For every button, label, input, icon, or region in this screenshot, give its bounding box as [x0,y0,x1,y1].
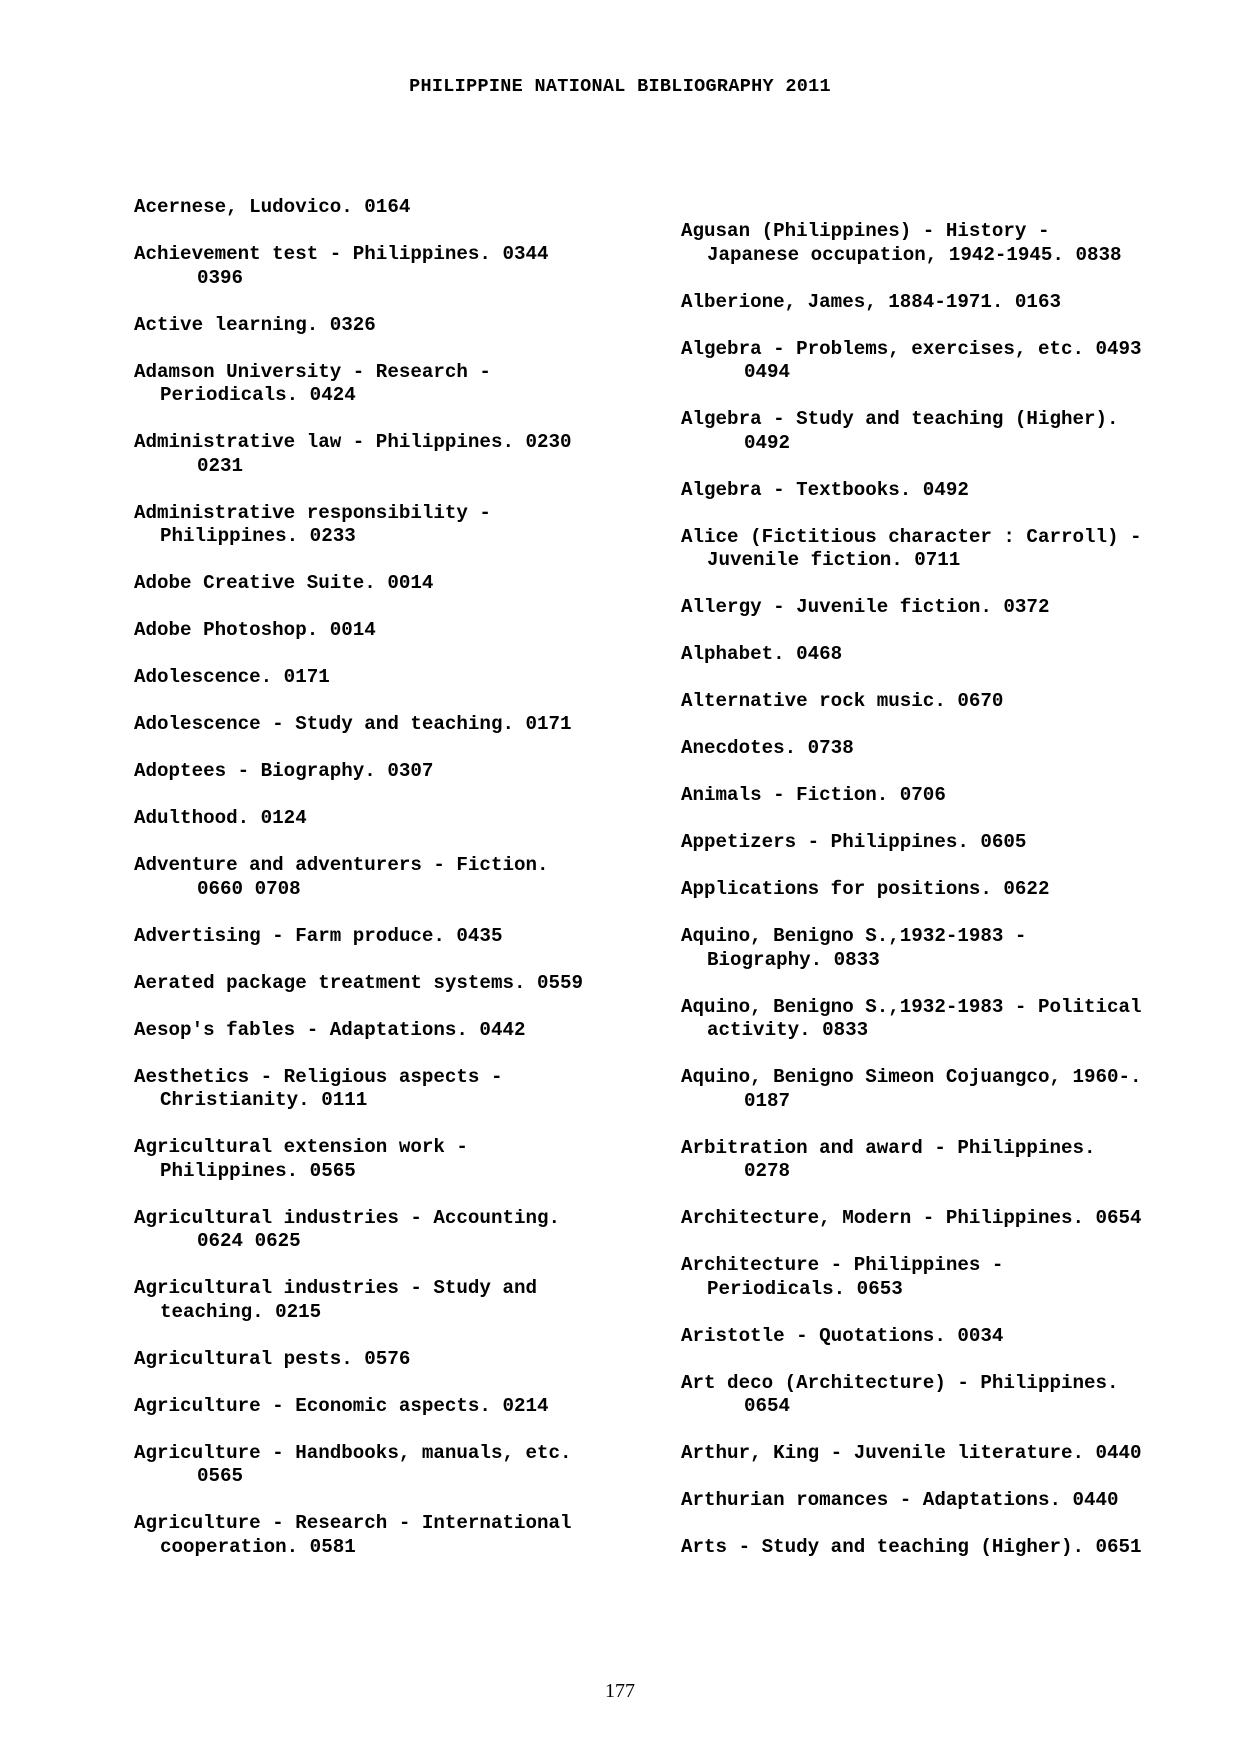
entry-heading: Alphabet. 0468 [681,643,843,665]
entry-heading: Arbitration and award - Philippines. [681,1136,1096,1159]
entry-heading: Adolescence - Study and teaching. 0171 [134,713,572,735]
entry-heading: Alice (Fictitious character : Carroll) - [681,525,1142,548]
entry-heading: Appetizers - Philippines. 0605 [681,831,1027,853]
entry-heading: Aquino, Benigno S.,1932-1983 - [681,925,1027,947]
index-entry [134,1395,674,1419]
index-entry [134,1066,674,1113]
entry-heading: Administrative responsibility - [134,501,491,524]
index-entry [681,878,1221,902]
entry-heading: Active learning. 0326 [134,313,376,336]
index-entry [134,1019,674,1043]
entry-heading: Arthur, King - Juvenile literature. 0440 [681,1442,1142,1464]
index-column-left [134,196,674,1583]
entry-heading: Agriculture - Economic aspects. 0214 [134,1394,549,1417]
entry-continuation: Periodicals. 0424 [160,384,356,406]
index-entry [681,220,1221,267]
index-entry [681,479,1221,503]
entry-heading: Aerated package treatment systems. 0559 [134,971,584,994]
index-entry [134,196,674,220]
entry-heading: Alberione, James, 1884-1971. 0163 [681,290,1061,313]
entry-continuation: 0654 [744,1395,791,1417]
index-column-right [681,220,1221,1583]
index-entry [681,1207,1221,1231]
entry-heading: Arts - Study and teaching (Higher). 0651 [681,1536,1142,1558]
entry-heading: Allergy - Juvenile fiction. 0372 [681,596,1050,618]
index-entry [134,925,674,949]
entry-heading: Architecture - Philippines - [681,1254,1004,1276]
index-entry [681,596,1221,620]
entry-heading: Algebra - Problems, exercises, etc. 0493 [681,337,1142,360]
page-number: 177 [605,1680,635,1702]
entry-continuation: Juvenile fiction. 0711 [707,549,961,571]
entry-heading: Advertising - Farm produce. 0435 [134,924,503,947]
entry-heading: Agricultural industries - Accounting. [134,1206,561,1229]
entry-heading: Adulthood. 0124 [134,807,307,829]
entry-continuation: Christianity. 0111 [160,1089,368,1111]
index-entry [681,1442,1221,1466]
entry-heading: Algebra - Study and teaching (Higher). [681,408,1119,430]
index-entry [134,243,674,290]
index-entry [134,502,674,549]
index-entry [681,925,1221,972]
index-entry [681,784,1221,808]
index-entry [134,1442,674,1489]
entry-heading: Aquino, Benigno Simeon Cojuangco, 1960-. [681,1066,1142,1088]
entry-heading: Achievement test - Philippines. 0344 [134,243,549,265]
entry-heading: Agusan (Philippines) - History - [681,220,1050,242]
entry-continuation: teaching. 0215 [160,1300,322,1323]
entry-heading: Anecdotes. 0738 [681,737,854,759]
entry-continuation: 0492 [744,431,791,454]
entry-continuation: cooperation. 0581 [160,1535,356,1558]
entry-heading: Adventure and adventurers - Fiction. [134,854,549,876]
entry-continuation: 0187 [744,1089,791,1112]
index-entry [681,831,1221,855]
entry-heading: Adamson University - Research - [134,360,491,383]
page-title: PHILIPPINE NATIONAL BIBLIOGRAPHY 2011 [409,76,831,97]
entry-heading: Alternative rock music. 0670 [681,690,1004,712]
index-entry [134,807,674,831]
index-entry [134,854,674,901]
entry-heading: Algebra - Textbooks. 0492 [681,478,969,501]
index-entry [134,314,674,338]
entry-continuation: Periodicals. 0653 [707,1277,903,1300]
index-entry [134,1512,674,1559]
index-entry [681,690,1221,714]
index-entry [134,361,674,408]
entry-heading: Agricultural extension work - [134,1136,468,1158]
entry-heading: Adobe Creative Suite. 0014 [134,572,434,594]
index-entry [134,1136,674,1183]
entry-heading: Acernese, Ludovico. 0164 [134,196,411,218]
index-entry [681,1137,1221,1184]
entry-continuation: 0278 [744,1160,791,1182]
index-entry [681,526,1221,573]
index-entry [681,291,1221,315]
index-entry [681,996,1221,1043]
index-entry [681,1066,1221,1113]
entry-continuation: Japanese occupation, 1942-1945. 0838 [707,243,1122,266]
index-entry [681,1254,1221,1301]
entry-continuation: 0565 [197,1465,244,1487]
entry-heading: Applications for positions. 0622 [681,878,1050,900]
entry-heading: Agriculture - Research - International [134,1512,572,1534]
index-entry [134,972,674,996]
entry-heading: Agriculture - Handbooks, manuals, etc. [134,1441,572,1464]
entry-heading: Aristotle - Quotations. 0034 [681,1324,1004,1347]
entry-heading: Agricultural pests. 0576 [134,1347,411,1370]
index-entry [134,1348,674,1372]
index-entry [681,1325,1221,1349]
index-entry [681,1536,1221,1560]
entry-heading: Adolescence. 0171 [134,666,330,688]
entry-heading: Adoptees - Biography. 0307 [134,760,434,782]
entry-heading: Architecture, Modern - Philippines. 0654 [681,1207,1142,1229]
entry-heading: Aquino, Benigno S.,1932-1983 - Political [681,995,1142,1018]
index-entry [134,431,674,478]
entry-heading: Aesthetics - Religious aspects - [134,1065,503,1088]
index-entry [134,1207,674,1254]
entry-continuation: 0396 [197,266,244,289]
index-entry [681,1372,1221,1419]
entry-continuation: 0231 [197,454,244,477]
entry-continuation: 0660 0708 [197,877,301,900]
index-entry [134,666,674,690]
index-entry [134,713,674,737]
entry-continuation: Biography. 0833 [707,948,880,971]
entry-heading: Adobe Photoshop. 0014 [134,619,376,641]
entry-heading: Arthurian romances - Adaptations. 0440 [681,1489,1119,1511]
index-entry [681,338,1221,385]
entry-heading: Aesop's fables - Adaptations. 0442 [134,1018,526,1041]
index-entry [681,1489,1221,1513]
entry-continuation: activity. 0833 [707,1019,869,1041]
entry-continuation: Philippines. 0565 [160,1159,356,1182]
index-entry [681,737,1221,761]
entry-heading: Administrative law - Philippines. 0230 [134,431,572,453]
index-entry [681,408,1221,455]
index-entry [134,572,674,596]
entry-heading: Agricultural industries - Study and [134,1277,538,1299]
index-entry [134,619,674,643]
index-entry [134,760,674,784]
entry-continuation: 0624 0625 [197,1230,301,1252]
entry-continuation: 0494 [744,361,791,383]
entry-heading: Animals - Fiction. 0706 [681,784,946,806]
index-entry [681,643,1221,667]
entry-continuation: Philippines. 0233 [160,525,356,547]
entry-heading: Art deco (Architecture) - Philippines. [681,1371,1119,1394]
index-entry [134,1277,674,1324]
